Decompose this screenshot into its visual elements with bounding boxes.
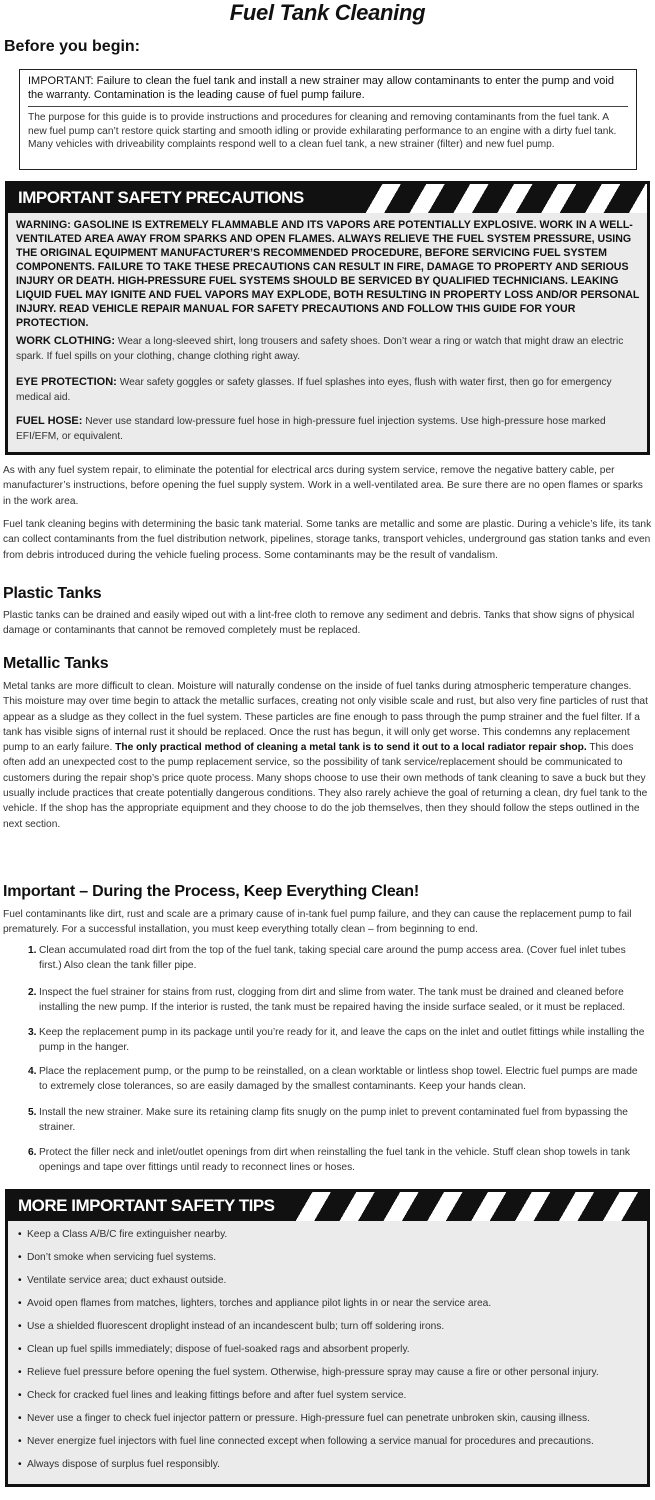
bullet-icon: • — [18, 1367, 22, 1378]
plastic-tanks-heading: Plastic Tanks — [3, 585, 102, 602]
eye-protection-row — [16, 375, 641, 405]
bullet-icon: • — [18, 1321, 22, 1332]
safety-tips-box — [5, 1189, 650, 1487]
step-text: Install the new strainer. Make sure its retaining clamp fits snugly on the pump inlet to prevent contaminated fuel from bypassing the strainer. — [39, 1107, 628, 1133]
important-notice-box — [19, 69, 637, 170]
bullet-icon: • — [18, 1390, 22, 1401]
step-number: 3. — [28, 1027, 37, 1038]
process-step-2 — [28, 986, 648, 1016]
hazard-stripes-decoration — [287, 1192, 647, 1221]
bullet-icon: • — [18, 1275, 22, 1286]
bullet-icon: • — [18, 1229, 22, 1240]
eye-protection-term: EYE PROTECTION: — [16, 376, 117, 388]
step-number: 6. — [28, 1147, 37, 1158]
process-step-5 — [28, 1106, 648, 1136]
intro-paragraph-2: Fuel tank cleaning begins with determining the basic tank material. Some tanks are metallic and some are plastic. During a vehicle’s life, its tank can collect contaminants from the fuel distribution network, pipelines, storage tanks, transport vehicles, underground gas station tanks and even from debris introduced during the vehicle fueling process. Some contaminants may be the result of vandalism. — [3, 519, 652, 561]
hazard-stripes-decoration — [357, 184, 647, 213]
before-heading: Before you begin: — [4, 38, 141, 55]
bullet-icon: • — [18, 1298, 22, 1309]
safety-tip: • Always dispose of surplus fuel responsibly. — [18, 1459, 220, 1470]
safety-tip: • Don’t smoke when servicing fuel systems. — [18, 1252, 217, 1263]
process-intro: Fuel contaminants like dirt, rust and scale are a primary cause of in-tank fuel pump failure, and they can cause the replacement pump to fail prematurely. For a successful installation, you must keep everything totally clean – from beginning to end. — [3, 909, 632, 936]
metallic-text-b: This does often add an unexpected cost to the pump replacement service, so the possibility of tank service/replacement should be communicated to customers during the repair shop’s price quote process. Many shops choose to use their own methods of tank cleaning to save a buck but they usually include practices that create potentially dangerous conditions. They also rarely achieve the goal of returning a clean, dry fuel tank to the vehicle. If the shop has the appropriate equipment and they choose to do the job themselves, then they should follow the steps outlined in the next section. — [3, 742, 648, 830]
step-text: Protect the filler neck and inlet/outlet openings from dirt when reinstalling the fuel tank in the vehicle. Stuff clean shop towels in tank openings and tape over fittings until ready to reconnect lines or hoses. — [39, 1147, 631, 1173]
safety-tip: • Use a shielded fluorescent droplight instead of an incandescent bulb; turn off soldering irons. — [18, 1321, 445, 1332]
metallic-text-bold: The only practical method of cleaning a metal tank is to send it out to a local radiator repair shop. — [115, 742, 587, 754]
safety-tip: • Ventilate service area; duct exhaust outside. — [18, 1275, 227, 1286]
fuel-hose-term: FUEL HOSE: — [16, 415, 83, 427]
process-step-4 — [28, 1065, 648, 1095]
metallic-tanks-text — [3, 679, 653, 832]
safety-tip: • Never use a finger to check fuel injector pattern or pressure. High-pressure fuel can penetrate unbroken skin, causing illness. — [18, 1413, 590, 1424]
important-notice-text: IMPORTANT: Failure to clean the fuel tank and install a new strainer may allow contaminants to enter the pump and void the warranty. Contamination is the leading cause of fuel pump failure. — [28, 74, 628, 107]
safety-precautions-title: IMPORTANT SAFETY PRECAUTIONS — [18, 188, 304, 207]
bullet-icon: • — [18, 1459, 22, 1470]
process-step-1 — [28, 944, 648, 974]
process-heading: Important – During the Process, Keep Everything Clean! — [3, 883, 419, 900]
step-number: 1. — [28, 945, 37, 956]
bullet-icon: • — [18, 1344, 22, 1355]
plastic-tanks-text: Plastic tanks can be drained and easily wiped out with a lint-free cloth to remove any sediment and debris. Tanks that show signs of physical damage or contaminants that cannot be removed completely must be replaced. — [3, 610, 635, 637]
step-number: 2. — [28, 987, 37, 998]
safety-tips-title: MORE IMPORTANT SAFETY TIPS — [18, 1196, 275, 1215]
safety-precautions-box — [5, 181, 650, 455]
bullet-icon: • — [18, 1436, 22, 1447]
step-number: 5. — [28, 1107, 37, 1118]
step-number: 4. — [28, 1066, 37, 1077]
safety-tip: • Avoid open flames from matches, lighters, torches and appliance pilot lights in or near the service area. — [18, 1298, 492, 1309]
purpose-text: The purpose for this guide is to provide instructions and procedures for cleaning and removing contaminants from the fuel tank. A new fuel pump can’t restore quick starting and smooth idling or provide exhilarating performance to an engine with a dirty fuel tank. Many vehicles with driveability complaints respond well to a clean fuel tank, a new strainer (filter) and new fuel pump. — [28, 112, 617, 150]
work-clothing-text: Wear a long-sleeved shirt, long trousers and safety shoes. Don’t wear a ring or watch that might draw an electric spark. If fuel spills on your clothing, change clothing right away. — [16, 336, 624, 362]
bullet-icon: • — [18, 1413, 22, 1424]
eye-protection-text: Wear safety goggles or safety glasses. If fuel splashes into eyes, flush with water first, then go for emergency medical aid. — [16, 377, 612, 403]
process-step-3 — [28, 1026, 648, 1056]
process-step-6 — [28, 1146, 648, 1176]
work-clothing-term: WORK CLOTHING: — [16, 335, 115, 347]
safety-tip: • Never energize fuel injectors with fuel line connected except when following a service manual for procedures and precautions. — [18, 1436, 594, 1447]
fuel-hose-row — [16, 414, 641, 444]
intro-paragraph-1: As with any fuel system repair, to eliminate the potential for electrical arcs during system service, remove the negative battery cable, per manufacturer’s instructions, before opening the fuel supply system. Work in a well-ventilated area. Be sure there are no open flames or sparks in the work area. — [3, 465, 643, 507]
safety-tips-banner — [8, 1192, 647, 1221]
metallic-text-a: Metal tanks are more difficult to clean. Moisture will naturally condense on the inside of fuel tanks during atmospheric temperature changes. This moisture may over time begin to attack the metallic surfaces, creating not only visible scale and rust, but also very fine particles of rust that appear as a sludge as they collect in the fuel system. These particles are fine enough to pass through the pump strainer and the fuel filter. If a tank has visible signs of internal rust it should be replaced. Once the rust has begun, it will only get worse. This condemns any replacement pump to an early failure. — [3, 681, 648, 754]
safety-tip: • Clean up fuel spills immediately; dispose of fuel-soaked rags and absorbent properly. — [18, 1344, 410, 1355]
bullet-icon: • — [18, 1252, 22, 1263]
page-title: Fuel Tank Cleaning — [229, 0, 426, 25]
safety-tip: • Check for cracked fuel lines and leaking fittings before and after fuel system service. — [18, 1390, 407, 1401]
safety-precautions-banner — [8, 184, 647, 213]
gasoline-warning-text: WARNING: GASOLINE IS EXTREMELY FLAMMABLE AND ITS VAPORS ARE POTENTIALLY EXPLOSIVE. WORK IN A WELL-VENTILATED AREA AWAY FROM SPARKS AND OPEN FLAMES. ALWAYS RELIEVE THE FUEL SYSTEM PRESSURE, USING THE ORIGINAL EQUIPMENT MANUFACTURER’S RECOMMENDED PROCEDURE, BEFORE SERVICING FUEL SYSTEM COMPONENTS. FAILURE TO TAKE THESE PRECAUTIONS CAN RESULT IN FIRE, DAMAGE TO PROPERTY AND SERIOUS INJURY OR DEATH. HIGH-PRESSURE FUEL SYSTEMS SHOULD BE SERVICED BY QUALIFIED TECHNICIANS. LEAKING LIQUID FUEL MAY IGNITE AND FUEL VAPORS MAY EXPLODE, BOTH RESULTING IN PROPERTY LOSS AND/OR PERSONAL INJURY. READ VEHICLE REPAIR MANUAL FOR SAFETY PRECAUTIONS AND FOLLOW THIS GUIDE FOR YOUR PROTECTION. — [16, 219, 640, 329]
safety-tip: • Keep a Class A/B/C fire extinguisher nearby. — [18, 1229, 228, 1240]
metallic-tanks-heading: Metallic Tanks — [3, 655, 109, 672]
step-text: Clean accumulated road dirt from the top of the fuel tank, taking special care around the pump access area. (Cover fuel inlet tubes first.) Also clean the tank filler pipe. — [39, 945, 626, 971]
step-text: Place the replacement pump, or the pump to be reinstalled, on a clean worktable or lintless shop towel. Electric fuel pumps are made to extremely close tolerances, so are easily damaged by the smallest contaminants. Keep your hands clean. — [39, 1066, 638, 1092]
step-text: Keep the replacement pump in its package until you’re ready for it, and leave the caps on the inlet and outlet fittings while installing the pump in the hanger. — [39, 1027, 645, 1053]
fuel-hose-text: Never use standard low-pressure fuel hose in high-pressure fuel injection systems. Use high-pressure hose marked EFI/EFM, or equivalent. — [16, 416, 606, 442]
step-text: Inspect the fuel strainer for stains from rust, clogging from dirt and slime from water. The tank must be drained and cleaned before installing the new pump. If the interior is rusted, the tank must be repaired having the inside surface sealed, or it must be replaced. — [39, 987, 626, 1013]
work-clothing-row — [16, 334, 641, 364]
safety-tip: • Relieve fuel pressure before opening the fuel system. Otherwise, high-pressure spray may cause a fire or other personal injury. — [18, 1367, 599, 1378]
